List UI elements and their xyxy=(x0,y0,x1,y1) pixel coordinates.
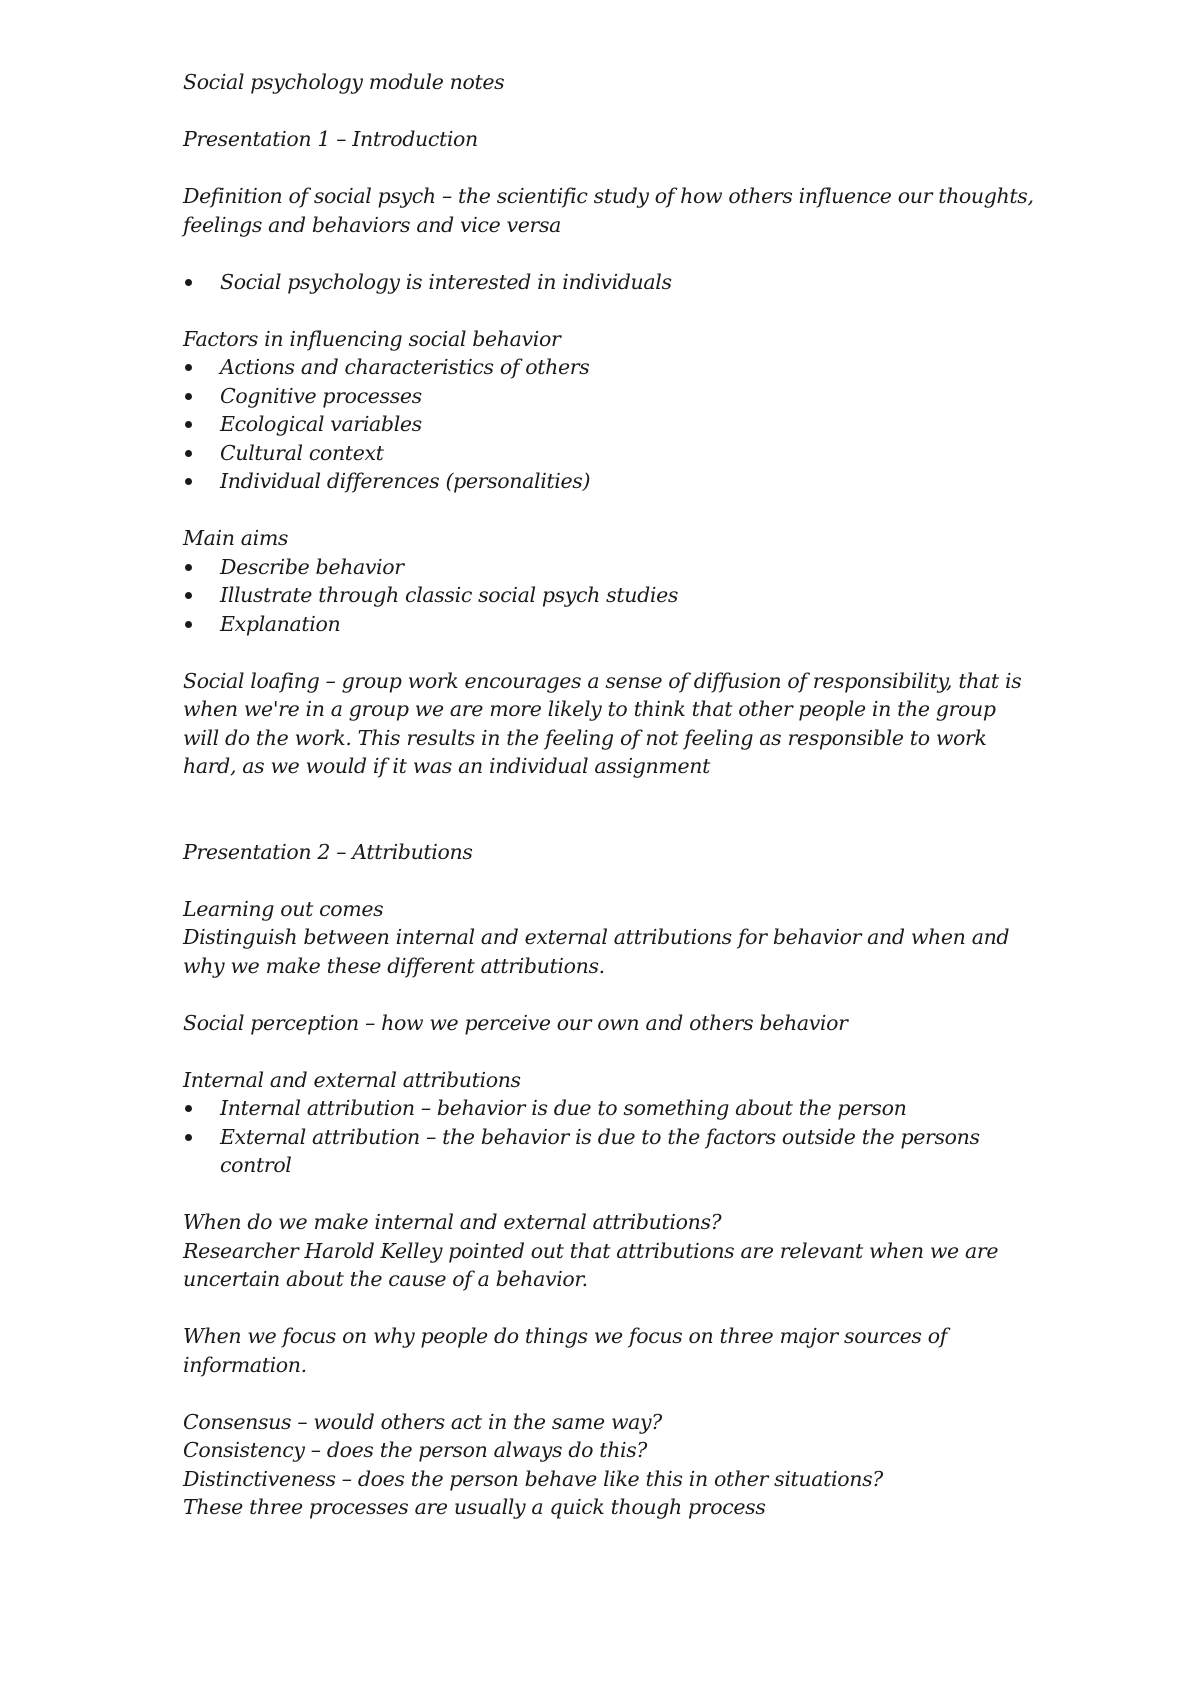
when-attributions-heading: When do we make internal and external attributions? xyxy=(183,1210,722,1234)
list-item xyxy=(183,1123,1063,1152)
learning-outcomes-line: Distinguish between internal and external attributions for behavior and when and xyxy=(183,925,1010,949)
attributions-list xyxy=(183,1094,1063,1180)
list-item-continuation xyxy=(183,1151,1063,1180)
bullet-icon xyxy=(185,564,192,571)
consensus-line: Consensus – would others act in the same way? xyxy=(183,1409,662,1434)
note-bullet-list xyxy=(183,268,1063,297)
bullet-icon xyxy=(185,279,192,286)
list-item xyxy=(183,268,1063,297)
list-item-text: Explanation xyxy=(220,611,341,636)
distinctiveness-line: Distinctiveness – does the person behave like this in other situations? xyxy=(183,1466,883,1491)
bullet-icon xyxy=(185,421,192,428)
bullet-icon xyxy=(185,364,192,371)
learning-outcomes-line: why we make these different attributions. xyxy=(183,953,605,978)
document-title: Social psychology module notes xyxy=(183,70,505,94)
list-item xyxy=(183,382,1063,411)
section-heading-presentation-1: Presentation 1 – Introduction xyxy=(183,127,478,151)
list-item xyxy=(183,467,1063,496)
list-item-text: Actions and characteristics of others xyxy=(220,355,590,379)
list-item xyxy=(183,353,1063,382)
social-loafing-line: Social loafing – group work encourages a sense of diffusion of responsibility, that is xyxy=(183,668,1022,693)
list-item xyxy=(183,1094,1063,1123)
list-item-text: Cognitive processes xyxy=(220,383,422,408)
bullet-icon xyxy=(185,621,192,628)
kelley-line: Researcher Harold Kelley pointed out that attributions are relevant when we are xyxy=(183,1238,999,1263)
aims-heading: Main aims xyxy=(183,526,289,550)
social-loafing-line: when we're in a group we are more likely to think that other people in the group xyxy=(183,697,996,721)
list-item xyxy=(183,581,1063,610)
section-heading-presentation-2: Presentation 2 – Attributions xyxy=(183,839,473,864)
factors-list xyxy=(183,353,1063,496)
bullet-icon xyxy=(185,478,192,485)
learning-outcomes-heading: Learning out comes xyxy=(183,896,384,921)
list-item-text: Individual differences (personalities) xyxy=(220,469,591,493)
list-item-text: Cultural context xyxy=(220,440,384,465)
list-item xyxy=(183,610,1063,639)
consistency-line: Consistency – does the person always do this? xyxy=(183,1438,648,1462)
sources-intro-line: information. xyxy=(183,1352,307,1377)
social-loafing-line: hard, as we would if it was an individual assignment xyxy=(183,754,710,778)
social-loafing-line: will do the work. This results in the feeling of not feeling as responsible to work xyxy=(183,725,987,750)
bullet-icon xyxy=(185,450,192,457)
sources-intro-line: When we focus on why people do things we focus on three major sources of xyxy=(183,1324,947,1348)
bullet-icon xyxy=(185,393,192,400)
list-item-text: Ecological variables xyxy=(220,412,422,436)
list-item xyxy=(183,553,1063,582)
list-item-text: External attribution – the behavior is due to the factors outside the persons xyxy=(220,1124,980,1149)
bullet-icon xyxy=(185,1134,192,1141)
bullet-icon xyxy=(185,1105,192,1112)
definition-line: feelings and behaviors and vice versa xyxy=(183,212,562,237)
kelley-line: uncertain about the cause of a behavior. xyxy=(183,1267,588,1291)
document-body xyxy=(183,68,1063,1522)
list-item-text: Illustrate through classic social psych studies xyxy=(220,583,679,607)
factors-heading: Factors in influencing social behavior xyxy=(183,326,561,351)
list-item-text: control xyxy=(220,1153,292,1177)
list-item-text: Internal attribution – behavior is due to something about the person xyxy=(220,1096,907,1120)
aims-list xyxy=(183,553,1063,639)
social-perception-line: Social perception – how we perceive our own and others behavior xyxy=(183,1010,848,1035)
list-item xyxy=(183,410,1063,439)
list-item-text: Describe behavior xyxy=(220,554,404,579)
definition-line: Definition of social psych – the scientific study of how others influence our thoughts, xyxy=(183,184,1034,208)
attributions-heading: Internal and external attributions xyxy=(183,1067,521,1092)
bullet-icon xyxy=(185,592,192,599)
summary-line: These three processes are usually a quick though process xyxy=(183,1495,766,1519)
list-item xyxy=(183,439,1063,468)
list-item-text: Social psychology is interested in individuals xyxy=(220,269,672,294)
